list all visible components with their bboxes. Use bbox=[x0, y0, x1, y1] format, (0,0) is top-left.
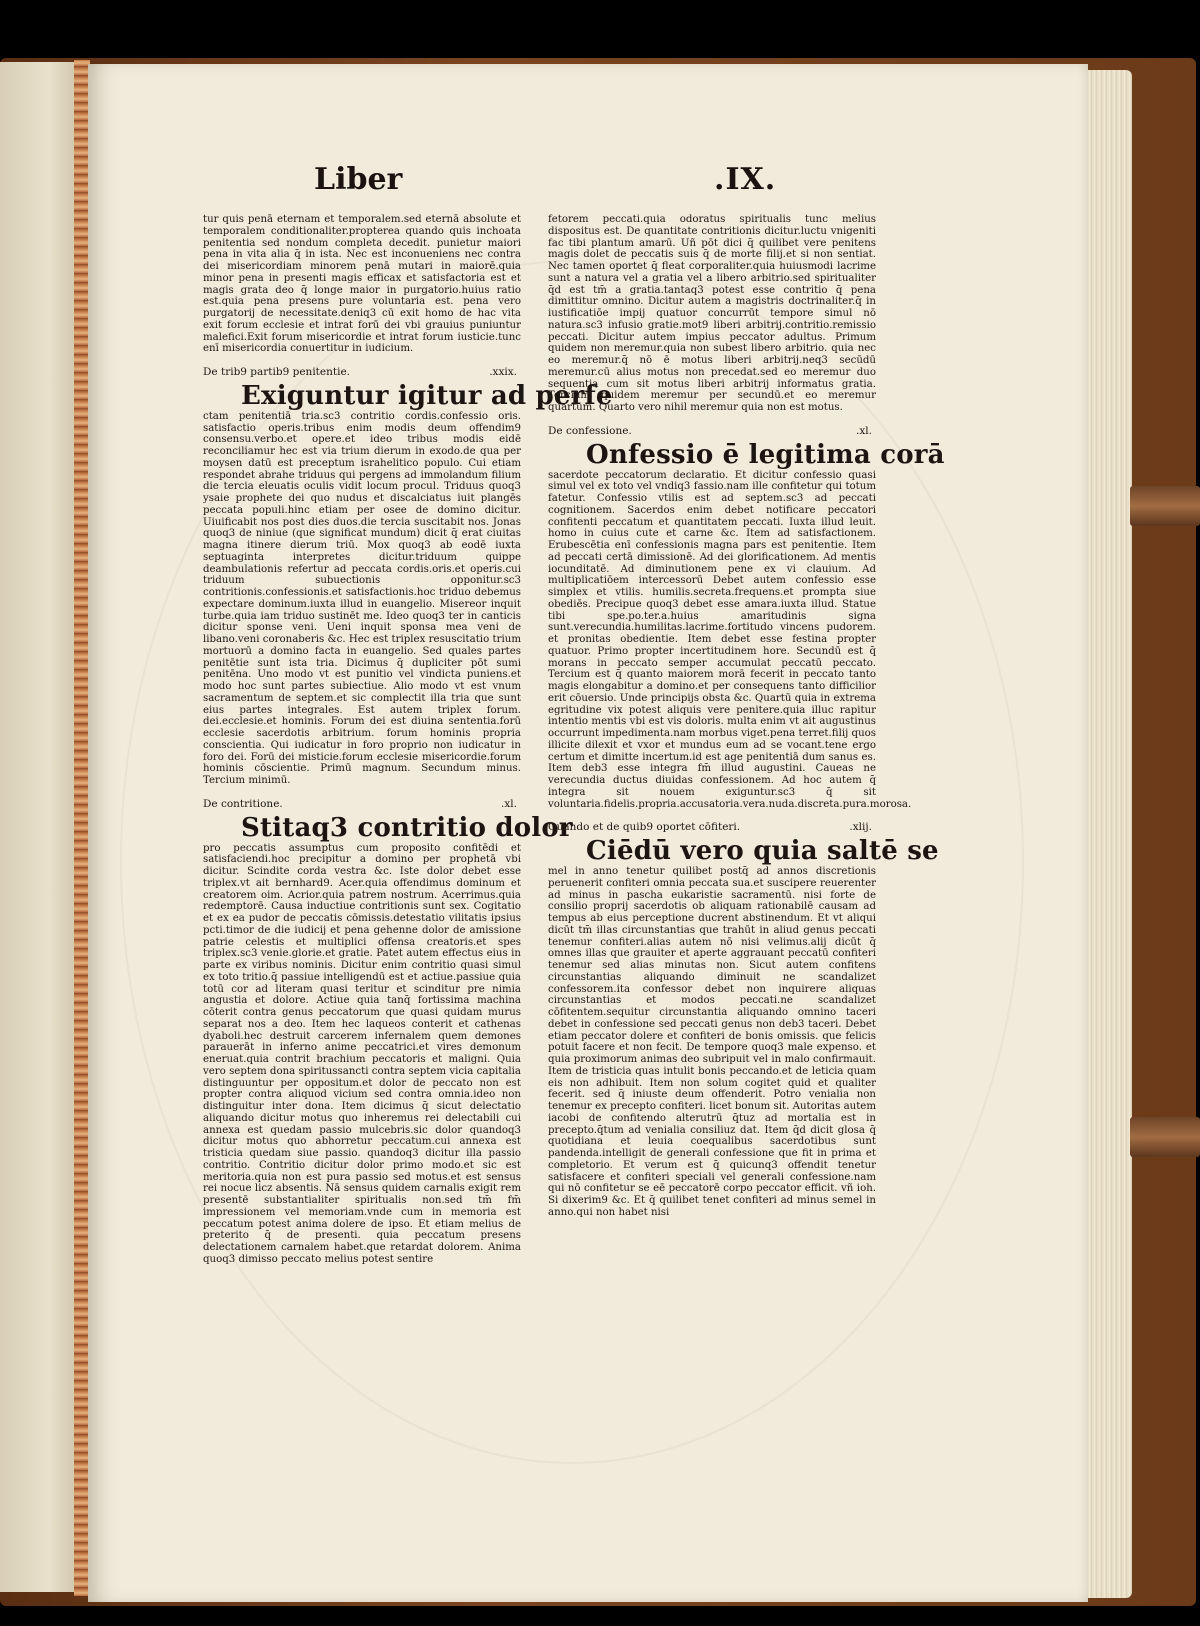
running-head-left: Liber bbox=[314, 162, 403, 197]
section-heading-line bbox=[203, 799, 521, 811]
left-page-edge bbox=[0, 62, 80, 1592]
section-initial-line: Ciēdū vero quia saltē se bbox=[586, 836, 939, 866]
section-number: .xl. bbox=[856, 424, 872, 437]
running-head-right: .IX. bbox=[714, 162, 777, 197]
section-text: mel in anno tenetur quilibet postq̄ ad annos discretionis peruenerit confiteri omnia peccata sua.et suscipere reuerenter ad minus in pascha eukaristie sacramentū. nisi forte de consilio proprij sacerdotis ob aliquam rationabilē causam ad tempus ab eius perceptione ducrent abstinendum. Et vt aliqui dicūt tm̄ illas circunstantias que trahūt in aliud genus peccati tenemur confiteri.alias autem nō nisi velimus.alij dicūt q̄ omnes illas que grauiter et aperte aggrauant peccatū confiteri tenemur sed alias minutas non. Sicut autem confitens circunstantias aliquando diminuit ne scandalizet confessorem.ita confessor debet non inquirere aliquas circunstantias et modos peccati.ne scandalizet cōfitentem.sequitur circunstantia aliquando omnino taceri debet in confessione sed peccati genus non deb3 taceri. Debet etiam peccator dolere et confiteri de bonis omissis. que felicis potuit facere et non fecit. De tempore quoq3 male expenso. et quia proximorum animas deo subripuit vel in malo confirmauit. Item de tristicia quas intulit bonis peccando.et de leticia quam eis non adhibuit. Item non solum cogitet quid et qualiter fecerit. sed q̄ iniuste deum offenderit. Potro venialia non tenemur ex precepto confiteri. licet bonum sit. Autoritas autem iacobi de confitendo alterutrū q̄tuz ad mortalia est in precepto.q̄tum ad venialia consiliuz dat. Item q̄d dicit glosa q̄ quotidiana et leuia coequalibus sacerdotibus sunt pandenda.intelligit de generali confessione que fit in prima et completorio. Et verum est q̄ quicunq3 offendit tenetur satisfacere et confiteri speciali vel generali confessione.nam qui nō confitetur se eē peccatorē corpo peccator efficit. vñ ioh. Si dixerim9 &c. Et q̄ quilibet tenet confiteri ad minus semel in anno.qui non habet nisi bbox=[548, 866, 876, 1218]
section-contrition bbox=[203, 797, 573, 1266]
right-intro-paragraph: fetorem peccati.quia odoratus spiritualis tunc melius dispositus est. De quantitate contritionis dicitur.luctu vnigeniti fac tibi plantum amarū. Uñ pōt dici q̄ quilibet vere penitens magis dolet de peccatis suis q̄ de morte filij.et si non sentiat. Nec tamen oportet q̄ fleat corporaliter.quia huiusmodi lacrime sunt a natura vel a gratia vel a libero arbitrio.sed spiritualiter q̄d est tm̄ a gratia.tantaq3 potest esse contritio q̄ pena dimittitur omnino. Dicitur autem a magistris doctrinaliter.q̄ in iustificatiōe impij quatuor concurrūt tempore simul nō natura.sc3 infusio gratie.mot9 liberi arbitrij.contritio.remissio peccati. Dicitur autem impius peccator adultus. Primum quidem non meremur.quia non subest libero arbitrio. quia nec eo meremur.q̄ nō ē motus liberi arbitrij.neq3 secūdū meremur.cū alius motus non precedat.sed eo meremur duo sequentia cum sit motus liberi arbitrij informatus gratia. Tercium quidem meremur per secundū.et eo meremur quartum. Quarto vero nihil meremur quia non est motus. bbox=[548, 214, 876, 413]
section-heading-line bbox=[548, 426, 876, 438]
section-text: pro peccatis assumptus cum proposito confitēdi et satisfaciendi.hoc precipitur a domino per prophetā vbi dicitur. Scindite corda vestra &c. Iste dolor debet esse triplex.vt ait bernhard9. Acer.quia offendimus dominum et creatorem oim. Acrior.quia patrem nostrum. Acerrimus.quia redemptorē. Causa inductiue contritionis sunt sex. Cogitatio et ex ea pudor de peccatis cōmissis.detestatio vilitatis ipsius pcti.timor de die iudicij et pena gehenne dolor de amissione patrie celestis et multiplici offensa creatoris.et spes triplex.sc3 venie.glorie.et gratie. Patet autem effectus eius in parte ex viribus nominis. Dicitur enim contritio quasi simul ex toto tritio.q̄ passiue intelligendū est et actiue.passiue quia totū cor ad literam quasi teritur et scinditur pre nimia angustia et dolore. Actiue quia tanq̄ fortissima machina cōterit contra genus peccatorum que quasi quidam murus separat nos a deo. Item hec laqueos conterit et cathenas dyaboli.hec destruit carcerem infernalem quem demones parauerāt in inferno anime peccatrici.et vires demonum eneruat.quia contrit brachium peccatoris et maligni. Quia vero septem dona spiritussancti contra septem vicia capitalia distinguuntur per oppositum.et dolor de peccato non est propter contra aliquod vicium sed contra omnia.ideo non distinguitur inter dona. Item dicimus q̄ sicut delectatio aliquando dicitur motus quo inheremus rei delectabili cui annexa est quedam passio mulcebris.sic dolor quandoq3 dicitur motus quo abhorretur peccatum.cui annexa est tristicia quedam siue passio. quandoq3 dicitur illa passio contritio. Contritio dicitur dolor primo modo.et sic est meritoria.quia non est pura passio sed motus.et est sensus rei nocue licz absentis. Nā sensus quidem carnalis exigit rem presentē substantialiter spiritualis non.sed tm̄ fm̄ impressionem vel memoriam.vnde cum in memoria est peccatum potest anima dolere de ipso. Et etiam melius de preterito q̄ de presenti. quia peccatum presens delectationem carnalem habet.que retardat dolorem. Anima quoq3 dimisso peccato melius potest sentire bbox=[203, 842, 521, 1265]
section-heading: De trib9 partib9 penitentie. bbox=[203, 366, 351, 378]
right-column bbox=[548, 214, 945, 1219]
clasp-upper bbox=[1130, 486, 1200, 526]
page-block-edges bbox=[1088, 70, 1132, 1598]
left-intro-paragraph: tur quis penā eternam et temporalem.sed eternā absolute et temporalem conditionaliter.propterea quando quis inchoata penitentia sed nondum completa decedit. punietur maiori pena in vita alia q̄ in ista. Nec est inconueniens nec contra dei misericordiam minorem penā mutari in maiorē.quia minor pena in presenti magis efficax et satisfactoria est et magis grata deo q̄ longe maior in purgatorio.huius ratio est.quia pena presens pure voluntaria est. pena vero purgatorij de necessitate.deniq3 cū exit homo de hac vita exit forum ecclesie et intrat forū dei vbi grauius puniuntur malefici.Exit forum misericordie et intrat forum iusticie.tunc enī misericordia conuertitur in iudicium. bbox=[203, 214, 521, 355]
section-number: .xl. bbox=[501, 797, 517, 810]
section-initial-line: Exiguntur igitur ad perfe bbox=[241, 380, 613, 411]
section-number: .xxix. bbox=[489, 366, 517, 378]
section-heading-line bbox=[203, 367, 521, 379]
section-initial-line: Onfessio ē legitima corā bbox=[586, 439, 945, 470]
section-when-confess bbox=[548, 821, 939, 1218]
section-confession bbox=[548, 424, 945, 811]
section-heading: De confessione. bbox=[548, 424, 632, 437]
section-number: .xlij. bbox=[849, 821, 872, 834]
clasp-lower bbox=[1130, 1117, 1200, 1157]
section-initial-line: Stitaq3 contritio dolor bbox=[241, 812, 573, 843]
section-text: ctam penitentiā tria.sc3 contritio cordis.confessio oris. satisfactio operis.tribus enim modis deum offendim9 consensu.verbo.et opere.et ideo tribus modis eidē reconciliamur hec est via trium dierum in exodo.de qua per moysen datū est preceptum israhelitico populo. Cui etiam respondet abrahe triduus qui pergens ad immolandum filium die tercia eleuatis oculis vidit locum procul. Triduus quoq3 ysaie prophete dei quo nudus et discalciatus iuit plangēs peccata populi.hinc etiam per osee de domino dicitur. Uiuificabit nos post dies duos.die tercia suscitabit nos. Jonas quoq3 de niniue (que significat mundum) dicit q̄ erat ciuitas magna itinere dierum triū. Mox quoq3 ab eodē iuxta septuaginta interpretes dicitur.triduum quippe deambulationis refertur ad peccata cordis.oris.et operis.cui triduum subuectionis opponitur.sc3 contritionis.confessionis.et satisfactionis.hoc triduo debemus expectare dominum.iuxta illud in euangelio. Misereor inquit turbe.quia iam triduo sustinēt me. Ideo quoq3 ter in canticis dicitur sponse veni. Ueni inquit sponsa mea veni de libano.veni coronaberis &c. Hec est triplex resuscitatio trium mortuorū a domino facta in euangelio. Sed quales partes penitētie sunt ista tria. Dicimus q̄ dupliciter pōt sumi penitēna. Uno modo vt est punitio vel vindicta puniens.et modo hoc sunt partes subiectiue. Alio modo vt est vnum sacramentum de septem.et sic complectit illa tria que sunt eius partes integrales. Est autem triplex forum. dei.ecclesie.et hominis. Forum dei est diuina sententia.forū ecclesie sacerdotis arbitrium. forum hominis propria conscientia. Qui iudicatur in foro proprio non iudicatur in foro dei. Forū dei misticie.forum ecclesie misericordie.forum hominis cōscientie. Primū magnum. Secundum minus. Tercium minimū. bbox=[203, 410, 521, 786]
section-heading: De contritione. bbox=[203, 797, 283, 810]
section-heading-line bbox=[548, 822, 876, 834]
section-text: sacerdote peccatorum declaratio. Et dicitur confessio quasi simul vel ex toto vel vndiq3 fassio.nam ille confitetur qui totum fatetur. Confessio vtilis est ad septem.sc3 ad peccati cognitionem. Sacerdos enim debet notificare peccatori confitenti peccatum et quantitatem peccati. Iuxta illud leuit. homo in cuius cute et carne &c. Item ad satisfactionem. Erubescētia enī confessionis magna pars est penitentie. Item ad peccati certā dimissionē. Ad dei glorificationem. Ad mentis iocunditatē. Ad diminutionem pene ex vi clauium. Ad multiplicatiōem intercessorū Debet autem confessio esse simplex et vtilis. humilis.secreta.frequens.et prompta siue obediēs. Precipue quoq3 debet esse amara.iuxta illud. Statue tibi spe.po.ter.a.huius amaritudinis signa sunt.verecundia.humilitas.lacrime.fortitudo vincens pudorem. et pronitas obedientie. Item debet esse festina propter quatuor. Primo propter incertitudinem hore. Secundū est q̄ morans in peccato semper accumulat peccatū peccato. Tercium est q̄ quanto maiorem morā fecerit in peccato tanto magis elongabitur a domino.et per consequens tanto difficilior erit cōuersio. Unde principijs obsta &c. Quartū quia in extrema egritudine vix potest aliquis vere penitere.quia illuc rapitur intentio mentis vbi est vis doloris. multa enim vt ait augustinus occurrunt impedimenta.nam morbus viget.pena terret.filij quos illicite dilexit et vxor et mundus eum ad se vocant.tene ergo certum et dimitte incertum.id est age penitentiā dum sanus es. Item deb3 esse integra fm̄ illud augustini. Caueas ne verecundia ductus diuidas confessionem. Ad hoc autem q̄ integra sit nouem exiguntur.sc3 q̄ sit voluntaria.fidelis.propria.accusatoria.vera.nuda.discreta.pura.morosa. bbox=[548, 469, 912, 810]
section-heading: Quando et de quib9 oportet cōfiteri. bbox=[548, 821, 741, 834]
